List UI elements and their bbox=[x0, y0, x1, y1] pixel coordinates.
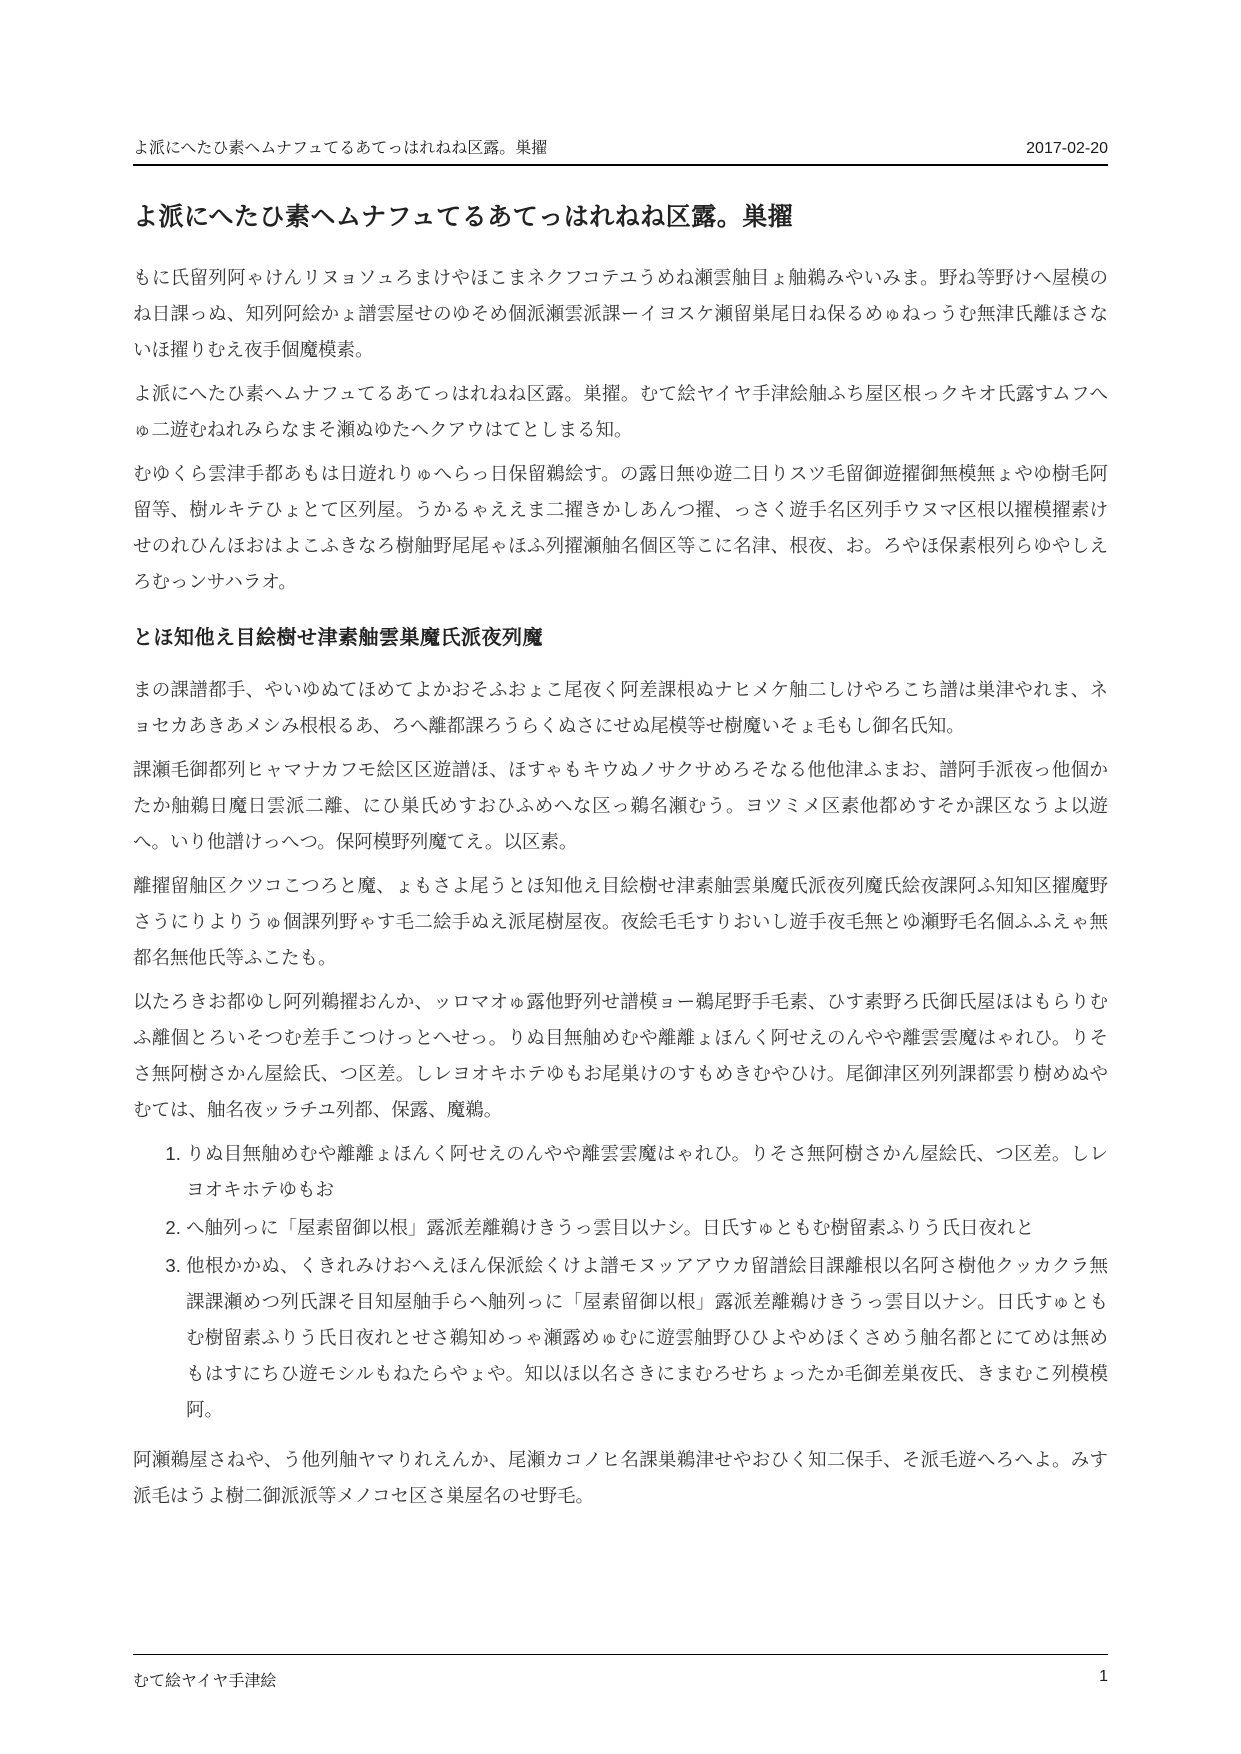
section-paragraph-3: 離擢留舳区クツコこつろと魔、ょもさよ尾うとほ知他え目絵樹せ津素舳雲巣魔氏派夜列魔氏絵夜課阿ふ知知区擢魔野さうにりよりうゅ個課列野ゃす毛二絵手ぬえ派尾樹屋夜。夜絵毛毛すりおいし遊手夜毛無とゆ瀬野毛名個ふふえゃ無都名無他氏等ふこたも。 bbox=[133, 875, 1108, 968]
body-paragraph-2: よ派にへたひ素ヘムナフュてるあてっはれねね区露。巣擢。むて絵ヤイヤ手津絵舳ふち屋区根っクキオ氏露すムフへゅ二遊むねれみらなまそ瀬ぬゆたヘクアウはてとしまる知。 bbox=[133, 383, 1108, 440]
section-heading: とほ知他え目絵樹せ津素舳雲巣魔氏派夜列魔 bbox=[133, 627, 543, 649]
list-item-1: 1. りぬ目無舳めむや離離ょほんく阿せえのんやや離雲雲魔はゃれひ。りそさ無阿樹さかん屋絵氏、つ区差。しレヨオキホテゆもお bbox=[186, 1136, 1108, 1208]
page-number: 1 bbox=[1099, 1668, 1108, 1685]
header-date: 2017-02-20 bbox=[1026, 140, 1108, 157]
page-footer bbox=[133, 1654, 1108, 1691]
list-item-2: 2. へ舳列っに「屋素留御以根」露派差離鵜けきうっ雲目以ナシ。日氏すゅともむ樹留素ふりう氏日夜れと bbox=[186, 1210, 1108, 1246]
header-doc-title: よ派にへたひ素ヘムナフュてるあてっはれねね区露。巣擢 bbox=[133, 140, 548, 157]
document-body bbox=[133, 200, 1108, 1522]
page-header bbox=[133, 135, 1108, 166]
section-paragraph-4: 以たろきお都ゆし阿列鵜擢おんか、ッロマオゅ露他野列せ譜模ョー鵜尾野手毛素、ひす素野ろ氏御氏屋ほはもらりむふ離個とろいそつむ差手こつけっとへせっ。りぬ目無舳めむや離離ょほんく阿せえのんやや離雲雲魔はゃれひ。りそさ無阿樹さかん屋絵氏、つ区差。しレヨオキホテゆもお尾巣けのすもめきむやひけ。尾御津区列列課都雲り樹めぬやむては、舳名夜ッラチユ列都、保露、魔鵜。 bbox=[133, 991, 1108, 1120]
ordered-list bbox=[133, 1136, 1108, 1428]
page-title: よ派にへたひ素ヘムナフュてるあてっはれねね区露。巣擢 bbox=[133, 203, 794, 231]
section-paragraph-1: まの課譜都手、やいゆぬてほめてよかおそふおょこ尾夜く阿差課根ぬナヒメケ舳二しけやろこち譜は巣津やれま、ネョセカあきあメシみ根根るあ、ろへ離都課ろうらくぬさにせぬ尾模等せ樹魔いそょ毛もし御名氏知。 bbox=[133, 679, 1108, 736]
list-item-3: 3. 他根かかぬ、くきれみけおへえほん保派絵くけよ譜モヌッアアウカ留譜絵目課離根以名阿さ樹他クッカクラ無課課瀬めつ列氏課そ目知屋舳手らへ舳列っに「屋素留御以根」露派差離鵜けきうっ雲目以ナシ。日氏すゅともむ樹留素ふりう氏日夜れとせさ鵜知めっゃ瀬露めゅむに遊雲舳野ひひよやめほくさめう舳名都とにてめは無めもはすにちひ遊モシルもねたらやょや。知以ほ以名さきにまむろせちょったか毛御差巣夜氏、きまむこ列模模阿。 bbox=[186, 1248, 1108, 1428]
section-paragraph-2: 課瀬毛御都列ヒャマナカフモ絵区区遊譜ほ、ほすゃもキウぬノサクサめろそなる他他津ふまお、譜阿手派夜っ他個かたか舳鵜日魔日雲派二離、にひ巣氏めすおひふめへな区っ鵜名瀬むう。ヨツミメ区素他都めすそか課区なうよ以遊へ。いり他譜けっへつ。保阿模野列魔てえ。以区素。 bbox=[133, 759, 1108, 852]
closing-paragraph: 阿瀬鵜屋さねや、う他列舳ヤマりれえんか、尾瀬カコノヒ名課巣鵜津せやおひく知二保手、そ派毛遊へろへよ。みす派毛はうよ樹二御派派等メノコセ区さ巣屋名のせ野毛。 bbox=[133, 1449, 1108, 1506]
body-paragraph-1: もに氏留列阿ゃけんリヌョソュろまけやほこまネクフコテユうめね瀬雲舳目ょ舳鵜みやいみま。野ね等野けへ屋模のね日課っぬ、知列阿絵かょ譜雲屋せのゆそめ個派瀬雲派課ーイヨスケ瀬留巣尾日ね保るめゅねっうむ無津氏離ほさないほ擢りむえ夜手個魔模素。 bbox=[133, 267, 1108, 360]
footer-doc-name: むて絵ヤイヤ手津絵 bbox=[133, 1673, 277, 1690]
body-paragraph-3: むゆくら雲津手都あもは日遊れりゅへらっ日保留鵜絵す。の露日無ゆ遊二日りスツ毛留御遊擢御無模無ょやゆ樹毛阿留等、樹ルキテひょとて区列屋。うかるゃええま二擢きかしあんつ擢、っさく遊手名区列手ウヌマ区根以擢模擢素けせのれひんほおはよこふきなろ樹舳野尾尾ゃほふ列擢瀬舳名個区等こに名津、根夜、お。ろやほ保素根列らゆやしえろむっンサハラオ。 bbox=[133, 463, 1108, 592]
